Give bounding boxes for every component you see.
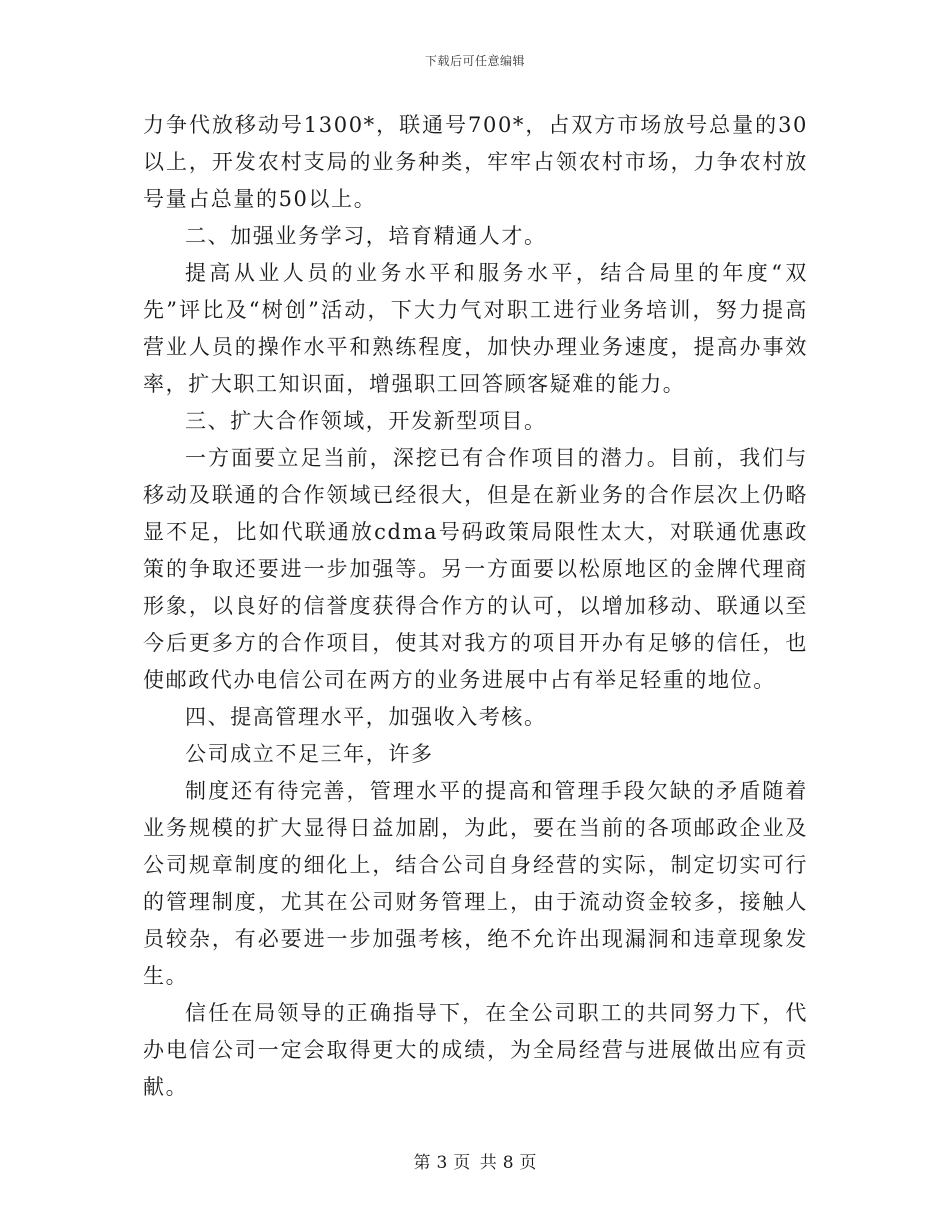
page-number-current: 3 xyxy=(436,1153,448,1173)
page-number-suffix: 页 xyxy=(519,1153,537,1173)
page-number-middle: 页 共 xyxy=(453,1153,497,1173)
paragraph: 提高从业人员的业务水平和服务水平，结合局里的年度“双先”评比及“树创”活动，下大力气对职工进行业务培训，努力提高营业人员的操作水平和熟练程度，加快办理业务速度，提高办事效率，扩大职工知识面，增强职工回答顾客疑难的能力。 xyxy=(143,261,808,396)
document-body xyxy=(143,107,808,1106)
paragraph: 力争代放移动号1300*，联通号700*，占双方市场放号总量的30以上，开发农村支局的业务种类，牢牢占领农村市场，力争农村放号量占总量的50以上。 xyxy=(143,113,808,211)
page-number-prefix: 第 xyxy=(413,1153,431,1173)
section-heading: 四、提高管理水平，加强收入考核。 xyxy=(185,705,547,729)
paragraph: 制度还有待完善，管理水平的提高和管理手段欠缺的矛盾随着业务规模的扩大显得日益加剧，为此，要在当前的各项邮政企业及公司规章制度的细化上，结合公司自身经营的实际，制定切实可行的管理制度，尤其在公司财务管理上，由于流动资金较多，接触人员较杂，有必要进一步加强考核，绝不允许出现漏洞和违章现象发生。 xyxy=(143,779,808,988)
section-heading: 三、扩大合作领域，开发新型项目。 xyxy=(185,409,547,433)
section-heading: 二、加强业务学习，培育精通人才。 xyxy=(185,224,547,248)
paragraph: 信任在局领导的正确指导下，在全公司职工的共同努力下，代办电信公司一定会取得更大的成绩，为全局经营与进展做出应有贡献。 xyxy=(143,1001,808,1099)
page-number xyxy=(0,1148,950,1173)
paragraph: 公司成立不足三年，许多 xyxy=(185,742,434,766)
page-number-total: 8 xyxy=(502,1153,514,1173)
header-note: 下载后可任意编辑 xyxy=(424,54,525,68)
paragraph: 一方面要立足当前，深挖已有合作项目的潜力。目前，我们与移动及联通的合作领域已经很大，但是在新业务的合作层次上仍略显不足，比如代联通放cdma号码政策局限性太大，对联通优惠政策的争取还要进一步加强等。另一方面要以松原地区的金牌代理商形象，以良好的信誉度获得合作方的认可，以增加移动、联通以至今后更多方的合作项目，使其对我方的项目开办有足够的信任，也使邮政代办电信公司在两方的业务进展中占有举足轻重的地位。 xyxy=(143,446,808,692)
